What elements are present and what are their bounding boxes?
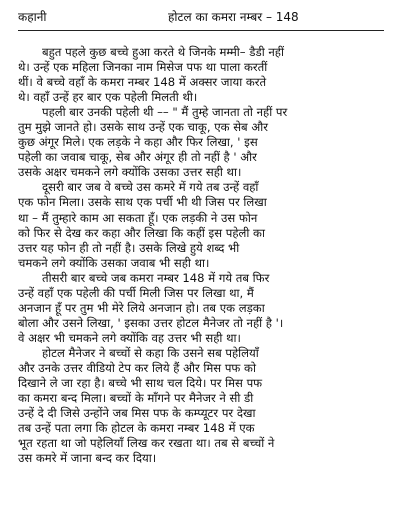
story-line: पहली बार उनकी पहेली थी –– " मैं तुम्हे जानता तो नहीं पर xyxy=(42,105,288,120)
story-line: का कमरा बन्द मिला। बच्चों के माँगने पर मैनेजर ने सी डी xyxy=(18,391,254,406)
story-body xyxy=(18,45,384,466)
story-line: थे। उन्हें एक महिला जिनका नाम मिसेज पफ था पाला करतीं xyxy=(18,60,268,75)
story-line: को फिर से देख कर कहा और लिखा कि कहीं इस पहेली का xyxy=(18,225,265,240)
story-line: उन्हें दे दी जिसे उन्होंने जब मिस पफ के कम्प्यूटर पर देखा xyxy=(18,406,256,421)
story-line: पहेली का जवाब चाकू, सेब और अंगूर ही तो नहीं है ' और xyxy=(18,150,257,165)
story-line: दिखाने ले जा रहा है। बच्चे भी साथ चल दिये। पर मिस पफ xyxy=(18,376,263,391)
story-title: होटल का कमरा नम्बर – 148 xyxy=(168,10,299,24)
story-line: तुम मुझे जानते हो। उसके साथ उन्हें एक चाकू, एक सेब और xyxy=(18,120,268,135)
story-line: थे। वहाँ उन्हें हर बार एक पहेली मिलती थी। xyxy=(18,90,198,105)
story-line: होटल मैनेजर ने बच्चों से कहा कि उसने सब पहेलियाँ xyxy=(42,345,259,360)
story-line: बहुत पहले कुछ बच्चे हुआ करते थे जिनके मम्मी– डैडी नहीं xyxy=(42,45,284,59)
story-line: तीसरी बार बच्चे जब कमरा नम्बर 148 में गये तब फिर xyxy=(42,270,270,285)
story-line: और उनके उत्तर वीडियो टेप कर लिये हैं और मिस पफ को xyxy=(18,360,256,375)
story-category: कहानी xyxy=(18,10,47,24)
story-line: बोला और उसने लिखा, ' इसका उत्तर होटल मैनेजर तो नहीं है '। xyxy=(18,315,284,330)
story-line: वे अक्षर भी चमकने लगे क्योंकि वह उत्तर भी सही था। xyxy=(18,330,241,345)
page-header xyxy=(18,8,384,31)
story-line: उसके अक्षर चमकने लगे क्योंकि उसका उत्तर सही था। xyxy=(18,165,242,180)
story-line: अनजान हूँ पर तुम भी मेरे लिये अनजान हो। तब एक लड़का xyxy=(18,300,265,315)
story-line: उत्तर यह फोन ही तो नहीं है। उसके लिखे हुये शब्द भी xyxy=(18,240,240,255)
story-line: कुछ अंगूर मिले। एक लड़के ने कहा और फिर लिखा, ' इस xyxy=(18,135,258,150)
story-line: चमकने लगे क्योंकि उसका जवाब भी सही था। xyxy=(18,255,210,270)
story-line: दूसरी बार जब वे बच्चे उस कमरे में गये तब उन्हें वहाँ xyxy=(42,180,259,195)
story-line: भूत रहता था जो पहेलियाँ लिख कर रखता था। तब से बच्चों ने xyxy=(18,436,275,451)
story-line: तब उन्हें पता लगा कि होटल के कमरा नम्बर 148 में एक xyxy=(18,421,255,436)
story-line: उस कमरे में जाना बन्द कर दिया। xyxy=(18,451,157,466)
story-line: उन्हें वहाँ एक पहेली की पर्ची मिली जिस पर लिखा था, मैं xyxy=(18,285,254,300)
story-line: थीं। वे बच्चे वहाँ के कमरा नम्बर 148 में अक्सर जाया करते xyxy=(18,75,267,90)
story-line: था – मैं तुम्हारे काम आ सकता हूँ। एक लड़की ने उस फोन xyxy=(18,210,258,225)
story-line: एक फोन मिला। उसके साथ एक पर्ची भी थी जिस पर लिखा xyxy=(18,195,267,210)
